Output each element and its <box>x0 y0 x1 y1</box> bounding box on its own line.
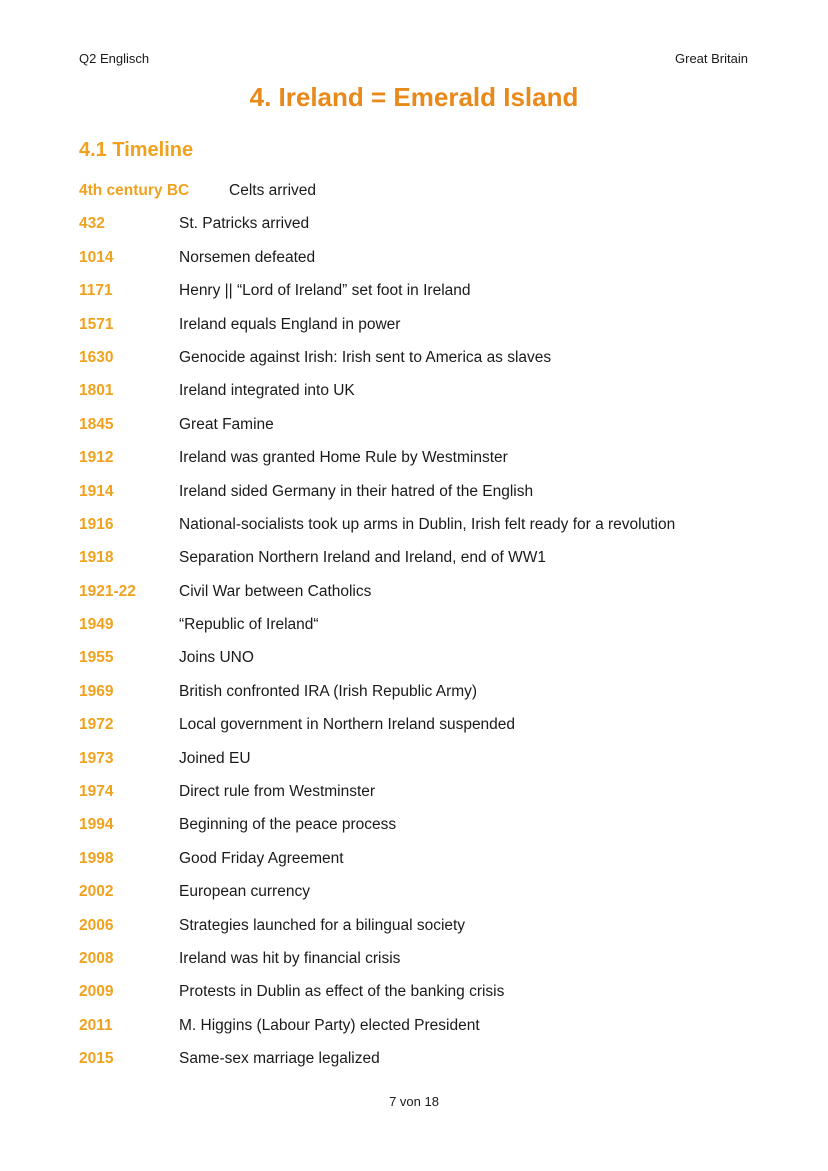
timeline-event: Celts arrived <box>229 182 316 199</box>
timeline-row <box>79 647 779 680</box>
timeline-year: 2008 <box>79 949 114 967</box>
timeline-year: 1014 <box>79 248 114 266</box>
timeline-year: 1918 <box>79 549 114 567</box>
timeline-row <box>79 981 779 1014</box>
timeline-row <box>79 581 779 614</box>
timeline-row <box>79 347 779 380</box>
timeline-row <box>79 414 779 447</box>
timeline-row <box>79 881 779 914</box>
timeline-year: 4th century BC <box>79 182 190 199</box>
page-number: 7 von 18 <box>389 1094 439 1109</box>
timeline-year: 1921-22 <box>79 582 136 600</box>
timeline-event: Strategies launched for a bilingual society <box>179 916 466 934</box>
timeline-event: Ireland sided Germany in their hatred of the English <box>179 482 534 500</box>
timeline-year: 1955 <box>79 649 114 667</box>
timeline-event: British confronted IRA (Irish Republic Army) <box>179 682 478 700</box>
timeline-row <box>79 848 779 881</box>
timeline-year: 1801 <box>79 382 114 400</box>
timeline-year: 1949 <box>79 616 114 634</box>
timeline-year: 1845 <box>79 415 114 433</box>
timeline-year: 1998 <box>79 849 114 867</box>
timeline-event: Great Famine <box>179 415 274 433</box>
page-title: 4. Ireland = Emerald Island <box>249 82 579 112</box>
timeline-year: 1969 <box>79 682 114 700</box>
timeline-event: Ireland was granted Home Rule by Westminster <box>179 449 508 467</box>
timeline-row <box>79 380 779 413</box>
timeline-event: Protests in Dublin as effect of the banking crisis <box>179 983 505 1001</box>
timeline-row <box>79 814 779 847</box>
timeline-row <box>79 915 779 948</box>
timeline-row <box>79 781 779 814</box>
timeline-event: Same-sex marriage legalized <box>179 1050 380 1068</box>
timeline-year: 2002 <box>79 883 114 901</box>
timeline-row <box>79 748 779 781</box>
timeline-year: 2011 <box>79 1016 113 1034</box>
timeline-year: 1571 <box>79 315 114 333</box>
timeline-event: St. Patricks arrived <box>179 215 310 233</box>
timeline-row <box>79 514 779 547</box>
timeline-event: National-socialists took up arms in Dublin, Irish felt ready for a revolution <box>179 515 676 533</box>
timeline-year: 432 <box>79 215 105 233</box>
section-title: 4.1 Timeline <box>79 139 194 161</box>
timeline <box>79 180 779 1082</box>
timeline-event: Genocide against Irish: Irish sent to America as slaves <box>179 348 552 366</box>
timeline-year: 1171 <box>79 282 113 300</box>
timeline-row <box>79 247 779 280</box>
timeline-event: Joined EU <box>179 749 251 767</box>
timeline-row <box>79 681 779 714</box>
timeline-year: 1972 <box>79 716 114 734</box>
timeline-row <box>79 714 779 747</box>
timeline-row <box>79 547 779 580</box>
timeline-event: Ireland integrated into UK <box>179 382 355 400</box>
timeline-event: Good Friday Agreement <box>179 849 344 867</box>
timeline-row <box>79 481 779 514</box>
timeline-row <box>79 1048 779 1081</box>
timeline-year: 2015 <box>79 1050 114 1068</box>
timeline-event: Joins UNO <box>179 649 254 667</box>
timeline-event: European currency <box>179 883 310 901</box>
timeline-event: Direct rule from Westminster <box>179 783 376 801</box>
timeline-event: “Republic of Ireland“ <box>179 616 319 634</box>
timeline-year: 1914 <box>79 482 114 500</box>
timeline-event: Ireland equals England in power <box>179 315 401 333</box>
timeline-year: 2009 <box>79 983 114 1001</box>
header-topic: Great Britain <box>675 51 748 66</box>
timeline-year: 1994 <box>79 816 114 834</box>
timeline-event: Beginning of the peace process <box>179 816 397 834</box>
timeline-event: Henry || “Lord of Ireland” set foot in Ireland <box>179 282 471 300</box>
timeline-event: Civil War between Catholics <box>179 582 372 600</box>
timeline-row <box>79 1015 779 1048</box>
timeline-row <box>79 180 779 213</box>
timeline-event: M. Higgins (Labour Party) elected President <box>179 1016 480 1034</box>
timeline-year: 1973 <box>79 749 114 767</box>
timeline-year: 2006 <box>79 916 114 934</box>
timeline-row <box>79 447 779 480</box>
header-course: Q2 Englisch <box>79 51 150 66</box>
timeline-year: 1630 <box>79 348 114 366</box>
timeline-year: 1916 <box>79 515 114 533</box>
timeline-row <box>79 280 779 313</box>
timeline-event: Local government in Northern Ireland suspended <box>179 716 516 734</box>
timeline-event: Separation Northern Ireland and Ireland, end of WW1 <box>179 549 547 567</box>
timeline-row <box>79 314 779 347</box>
timeline-row <box>79 213 779 246</box>
timeline-row <box>79 614 779 647</box>
timeline-row <box>79 948 779 981</box>
timeline-year: 1912 <box>79 449 114 467</box>
timeline-year: 1974 <box>79 783 114 801</box>
timeline-event: Norsemen defeated <box>179 248 316 266</box>
timeline-event: Ireland was hit by financial crisis <box>179 949 401 967</box>
